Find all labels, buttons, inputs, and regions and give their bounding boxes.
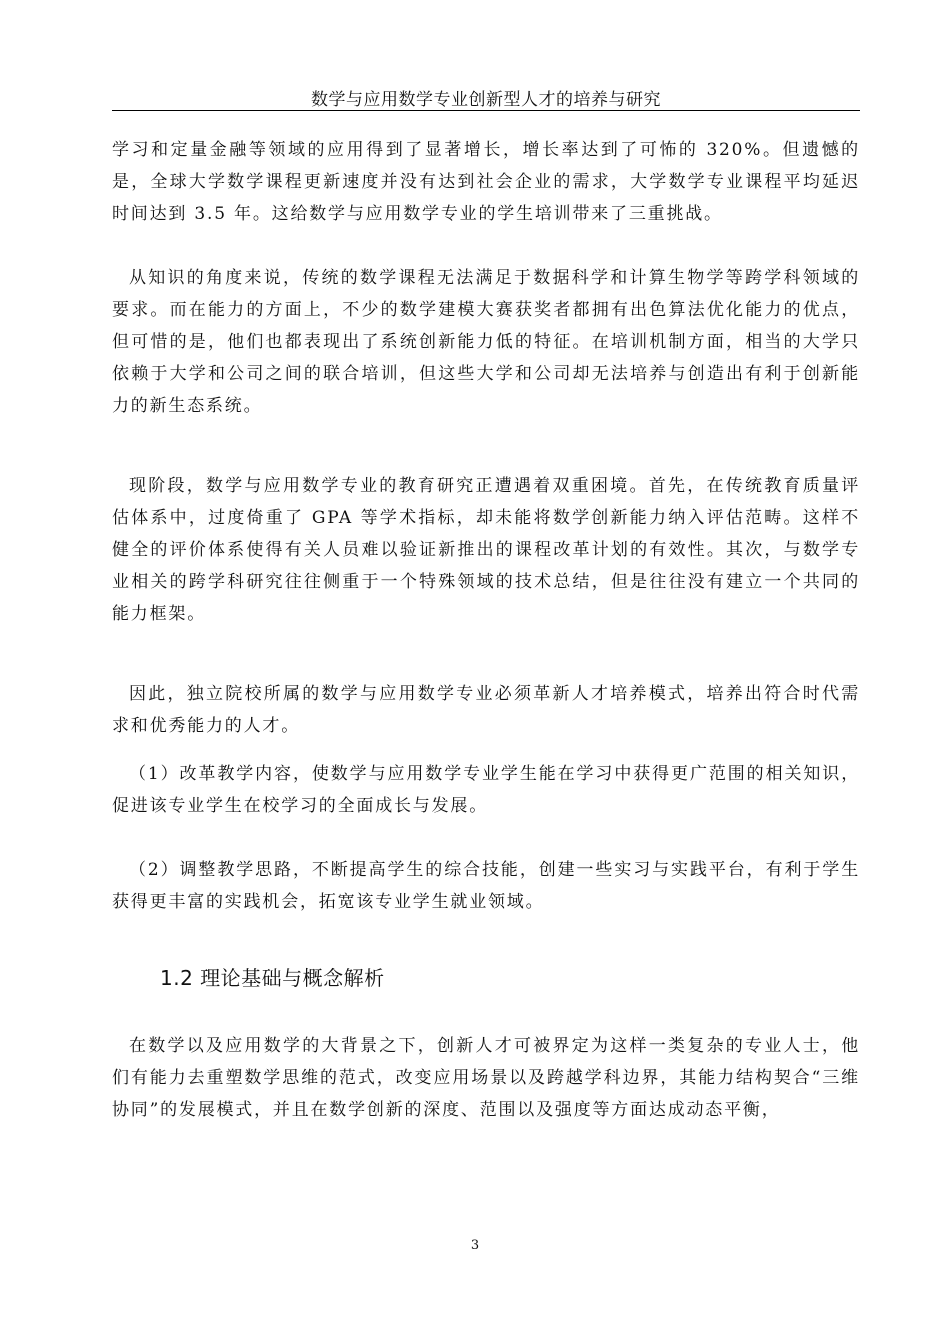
- paragraph-definition: 在数学以及应用数学的大背景之下，创新人才可被界定为这样一类复杂的专业人士，他们有能力去重塑数学思维的范式，改变应用场景以及跨越学科边界，其能力结构契合“三维协同”的发展模式，并且在数学创新的深度、范围以及强度等方面达成动态平衡，: [112, 1036, 860, 1120]
- paragraph-knowledge: 从知识的角度来说，传统的数学课程无法满足于数据科学和计算生物学等跨学科领域的要求。而在能力的方面上，不少的数学建模大赛获奖者都拥有出色算法优化能力的优点，但可惜的是，他们也都表现出了系统创新能力低的特征。在培训机制方面，相当的大学只依赖于大学和公司之间的联合培训，但这些大学和公司却无法培养与创造出有利于创新能力的新生态系统。: [112, 268, 860, 416]
- section-heading: 1.2 理论基础与概念解析: [160, 966, 385, 990]
- paragraph-continuation: 学习和定量金融等领域的应用得到了显著增长，增长率达到了可怖的 320%。但遗憾的是，全球大学数学课程更新速度并没有达到社会企业的需求，大学数学专业课程平均延迟时间达到 3.5 年。这给数学与应用数学专业的学生培训带来了三重挑战。: [112, 140, 860, 224]
- paragraph-conclusion: 因此，独立院校所属的数学与应用数学专业必须革新人才培养模式，培养出符合时代需求和优秀能力的人才。: [112, 684, 860, 736]
- list-item-2: （2）调整教学思路，不断提高学生的综合技能，创建一些实习与实践平台，有利于学生获得更丰富的实践机会，拓宽该专业学生就业领域。: [112, 860, 860, 912]
- header-rule: [112, 110, 860, 111]
- running-header: 数学与应用数学专业创新型人才的培养与研究: [311, 90, 661, 110]
- paragraph-dilemma: 现阶段，数学与应用数学专业的教育研究正遭遇着双重困境。首先，在传统教育质量评估体系中，过度倚重了 GPA 等学术指标，却未能将数学创新能力纳入评估范畴。这样不健全的评价体系使得有关人员难以验证新推出的课程改革计划的有效性。其次，与数学专业相关的跨学科研究往往侧重于一个特殊领域的技术总结，但是往往没有建立一个共同的能力框架。: [112, 476, 860, 624]
- page-number: 3: [470, 1238, 480, 1253]
- list-item-1: （1）改革教学内容，使数学与应用数学专业学生能在学习中获得更广范围的相关知识，促进该专业学生在校学习的全面成长与发展。: [112, 764, 860, 816]
